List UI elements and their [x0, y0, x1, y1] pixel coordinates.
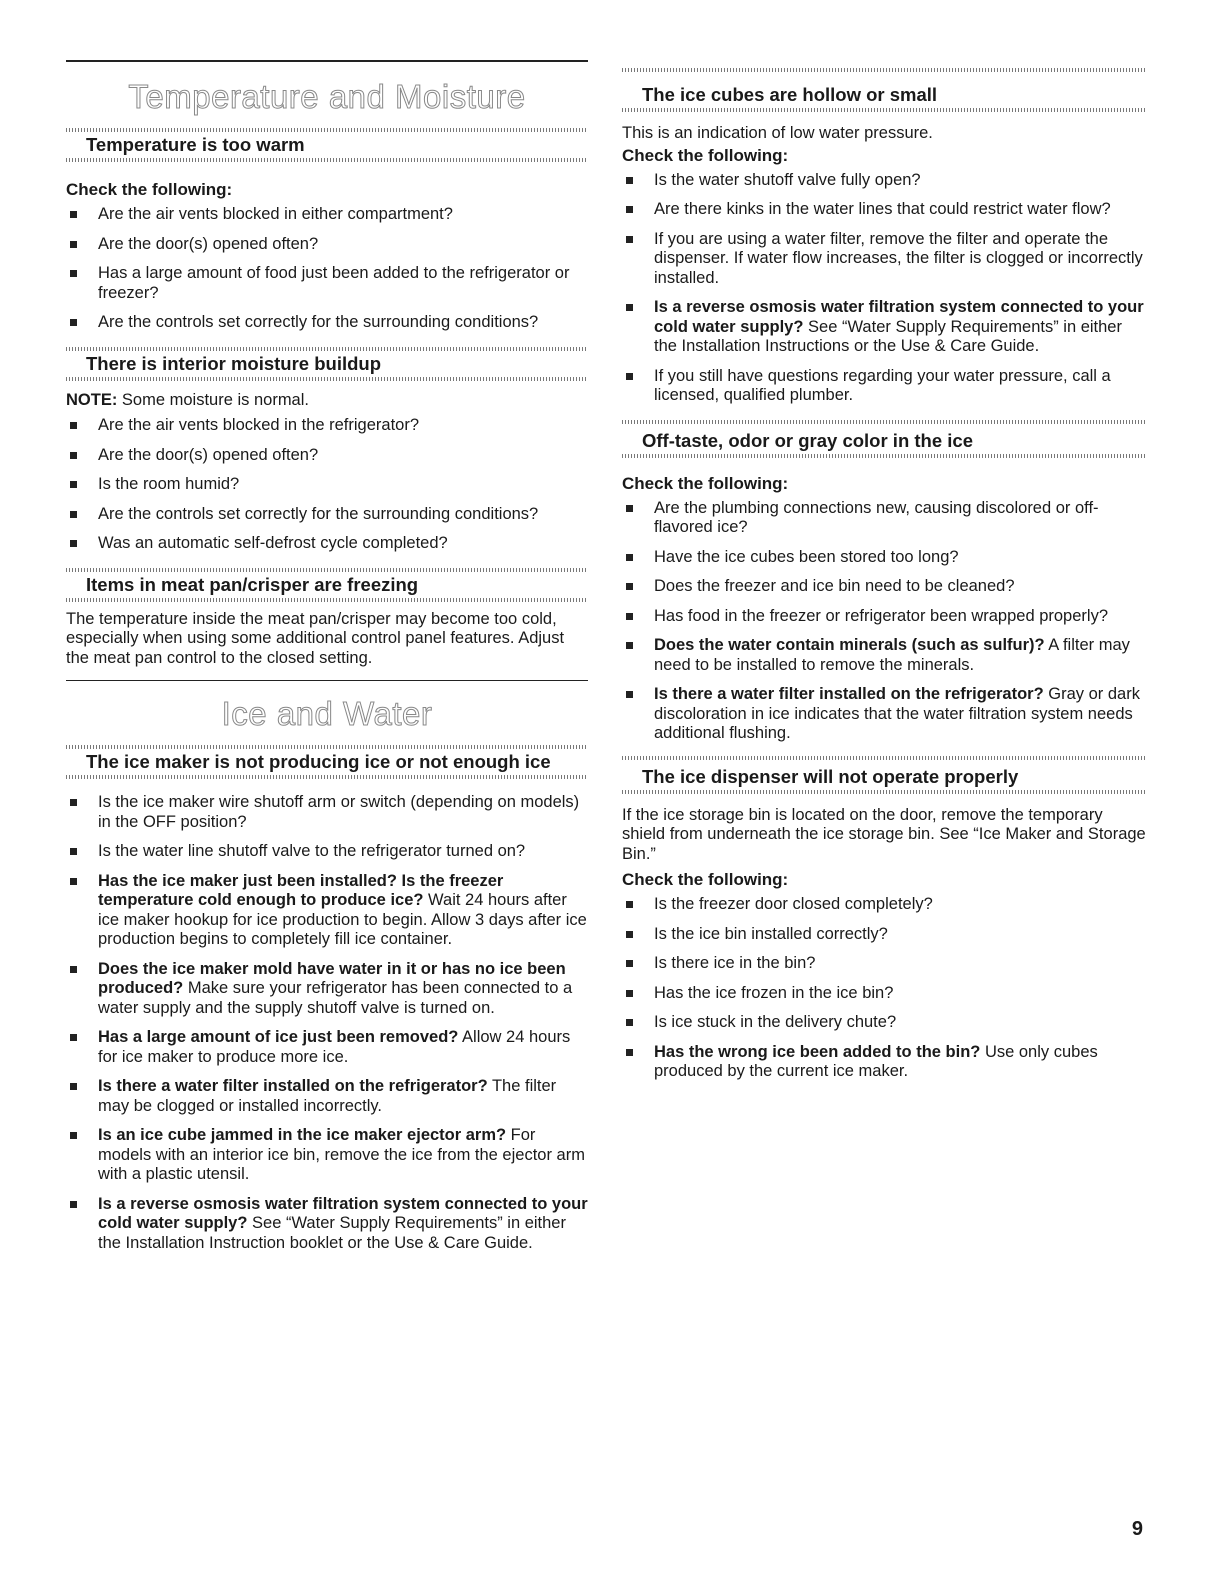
list-item: [622, 367, 1147, 406]
divider: [622, 108, 1147, 112]
list-dispenser: [622, 895, 1147, 1082]
list-item: [66, 205, 588, 225]
list-item-text: A filter may need to be installed to remove the minerals.: [654, 636, 1130, 674]
divider: [66, 377, 588, 381]
list-item: [622, 230, 1147, 289]
heading-dispenser: The ice dispenser will not operate properly: [642, 765, 1019, 787]
list-item-text: Are the door(s) opened often?: [98, 234, 319, 253]
list-item: [622, 685, 1147, 744]
heading-meat-pan: Items in meat pan/crisper are freezing: [86, 573, 419, 595]
list-item: [66, 1126, 588, 1185]
heading-moisture: There is interior moisture buildup: [86, 352, 382, 374]
list-item: [622, 954, 1147, 974]
list-item: [622, 548, 1147, 568]
list-item-text: Does the freezer and ice bin need to be cleaned?: [654, 577, 1015, 595]
list-item: [66, 235, 588, 255]
list-item: [622, 1043, 1147, 1082]
list-item-question: Is a reverse osmosis water filtration system connected to your cold water supply?: [654, 298, 1144, 336]
divider: [66, 775, 588, 779]
section-rule: [66, 680, 588, 681]
check-label: Check the following:: [622, 870, 789, 889]
list-item: [66, 842, 588, 862]
list-off-taste: [622, 499, 1147, 744]
check-label: Check the following:: [622, 473, 789, 493]
list-item-text: Is the ice bin installed correctly?: [654, 924, 888, 943]
list-temperature-warm: [66, 205, 588, 333]
list-item: [66, 793, 588, 832]
list-ice-maker: [66, 793, 588, 1253]
list-item: [66, 505, 588, 525]
list-item-text: Is the water line shutoff valve to the refrigerator turned on?: [98, 842, 526, 860]
list-item-text: Is the freezer door closed completely?: [654, 895, 933, 913]
list-moisture: [66, 416, 588, 554]
list-item-question: Is an ice cube jammed in the ice maker ejector arm?: [98, 1126, 507, 1144]
list-item: [622, 984, 1147, 1004]
dispenser-intro: If the ice storage bin is located on the door, remove the temporary shield from underneath the ice storage bin. See “Ice Maker and Storage Bin.”: [622, 805, 1146, 863]
list-item-text: Is ice stuck in the delivery chute?: [654, 1013, 897, 1031]
list-item: [622, 298, 1147, 357]
check-label: Check the following:: [622, 145, 789, 165]
list-item-text: Are the controls set correctly for the surrounding conditions?: [98, 313, 539, 331]
divider: [622, 756, 1147, 760]
list-item: [66, 1077, 588, 1116]
list-ice-hollow: [622, 171, 1147, 406]
list-item-text: See “Water Supply Requirements” in either the Installation Instruction booklet or the Use & Care Guide.: [98, 1214, 566, 1252]
heading-ice-maker: The ice maker is not producing ice or not enough ice: [86, 751, 551, 772]
ice-hollow-intro: This is an indication of low water pressure.: [622, 124, 933, 142]
list-item: [622, 925, 1147, 945]
list-item: [622, 636, 1147, 675]
divider: [66, 598, 588, 602]
list-item-text: Has a large amount of food just been added to the refrigerator or freezer?: [98, 264, 570, 302]
section-title-temperature: Temperature and Moisture: [128, 78, 526, 115]
list-item: [66, 1195, 588, 1254]
list-item-text: Is the water shutoff valve fully open?: [654, 170, 921, 189]
list-item: [66, 475, 588, 495]
list-item-text: If you still have questions regarding your water pressure, call a licensed, qualified plumber.: [654, 366, 1111, 404]
divider: [622, 68, 1147, 72]
list-item-text: The filter may be clogged or installed incorrectly.: [98, 1077, 557, 1115]
list-item-text: Are the plumbing connections new, causing discolored or off-flavored ice?: [654, 498, 1099, 536]
list-item-text: Is the room humid?: [98, 475, 240, 493]
heading-ice-hollow: The ice cubes are hollow or small: [642, 84, 938, 105]
list-item-question: Is there a water filter installed on the refrigerator?: [654, 685, 1044, 703]
list-item-text: Have the ice cubes been stored too long?: [654, 547, 959, 566]
note: [66, 391, 588, 411]
list-item-question: Is there a water filter installed on the refrigerator?: [98, 1077, 488, 1095]
note-label: NOTE:: [66, 390, 118, 409]
list-item-text: Are the air vents blocked in the refrigerator?: [98, 416, 420, 434]
top-rule: [66, 60, 588, 62]
list-item-text: Gray or dark discoloration in ice indicates that the water filtration system needs additional flushing.: [654, 685, 1140, 742]
list-item-text: Has food in the freezer or refrigerator been wrapped properly?: [654, 606, 1108, 625]
section-title-ice: Ice and Water: [221, 695, 433, 732]
left-column: [66, 60, 588, 1263]
list-item-text: Was an automatic self-defrost cycle completed?: [98, 534, 448, 552]
list-item-text: Are the air vents blocked in either compartment?: [98, 205, 453, 223]
list-item-question: Has a large amount of ice just been removed?: [98, 1028, 459, 1046]
page-number: 9: [1131, 1518, 1143, 1540]
list-item: [66, 416, 588, 436]
list-item-text: Has the ice frozen in the ice bin?: [654, 983, 894, 1002]
list-item-text: Are the controls set correctly for the surrounding conditions?: [98, 504, 539, 523]
list-item-text: See “Water Supply Requirements” in either the Installation Instructions or the Use & Care Guide.: [654, 317, 1122, 355]
list-item: [66, 534, 588, 554]
check-label: Check the following:: [66, 180, 233, 199]
heading-temperature-warm: Temperature is too warm: [86, 134, 305, 155]
meat-pan-body: The temperature inside the meat pan/crisper may become too cold, especially when using some additional control panel features. Adjust the meat pan control to the closed setting.: [66, 609, 565, 667]
heading-off-taste: Off-taste, odor or gray color in the ice: [642, 429, 973, 451]
divider: [622, 790, 1147, 794]
list-item: [622, 171, 1147, 191]
list-item-text: Use only cubes produced by the current ice maker.: [654, 1042, 1098, 1080]
list-item-text: Are there kinks in the water lines that could restrict water flow?: [654, 200, 1111, 218]
list-item-text: Make sure your refrigerator has been connected to a water supply and the supply shutoff valve is turned on.: [98, 979, 573, 1017]
list-item: [66, 446, 588, 466]
note-text: Some moisture is normal.: [117, 390, 309, 409]
list-item: [66, 1028, 588, 1067]
divider: [622, 454, 1147, 458]
list-item: [66, 313, 588, 333]
list-item: [622, 895, 1147, 915]
list-item: [622, 607, 1147, 627]
list-item-text: Are the door(s) opened often?: [98, 445, 319, 464]
list-item-text: For models with an interior ice bin, remove the ice from the ejector arm with a plastic utensil.: [98, 1126, 585, 1183]
list-item-question: Is a reverse osmosis water filtration system connected to your cold water supply?: [98, 1194, 588, 1232]
divider: [622, 420, 1147, 424]
list-item: [66, 264, 588, 303]
list-item-text: Is there ice in the bin?: [654, 954, 816, 972]
right-column: [622, 68, 1147, 1092]
list-item: [622, 499, 1147, 538]
list-item: [622, 1013, 1147, 1033]
list-item-question: Does the ice maker mold have water in it or has no ice been produced?: [98, 959, 566, 997]
list-item-question: Has the ice maker just been installed? Is the freezer temperature cold enough to produce ice?: [98, 871, 504, 909]
list-item-text: Allow 24 hours for ice maker to produce more ice.: [98, 1028, 571, 1066]
list-item: [66, 872, 588, 950]
list-item: [622, 577, 1147, 597]
list-item-text: Wait 24 hours after ice maker hookup for ice production to begin. Allow 3 days after ice production begins to completely fill ice container.: [98, 891, 587, 948]
list-item-question: Has the wrong ice been added to the bin?: [654, 1042, 981, 1061]
list-item-question: Does the water contain minerals (such as sulfur)?: [654, 636, 1045, 654]
list-item: [622, 200, 1147, 220]
divider: [66, 158, 588, 162]
list-item-text: Is the ice maker wire shutoff arm or switch (depending on models) in the OFF position?: [98, 793, 580, 831]
list-item: [66, 960, 588, 1019]
list-item-text: If you are using a water filter, remove the filter and operate the dispenser. If water flow increases, the filter is clogged or incorrectly installed.: [654, 229, 1143, 287]
